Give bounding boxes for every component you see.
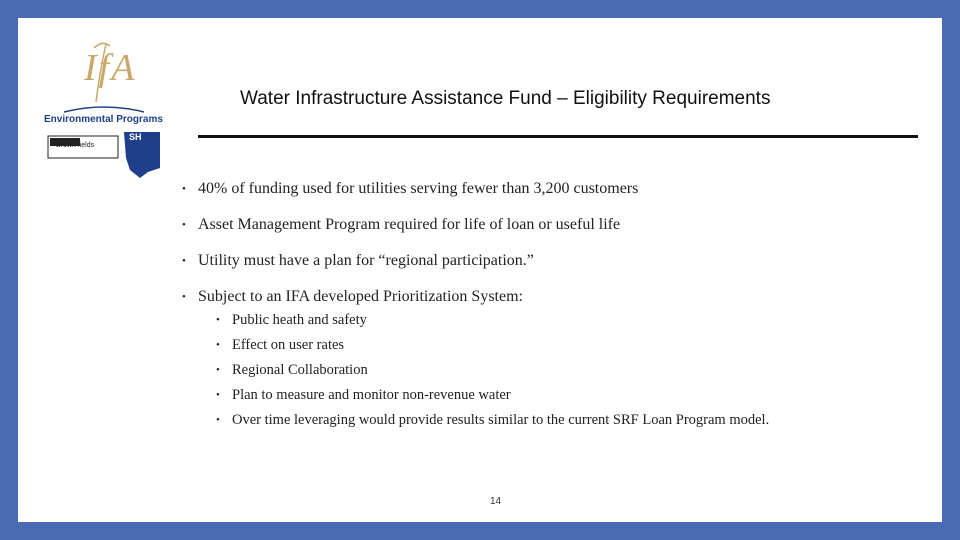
sub-bullet-text: Effect on user rates xyxy=(232,337,345,353)
sub-bullet-text: Plan to measure and monitor non-revenue water xyxy=(232,387,511,403)
sub-bullet-text: Regional Collaboration xyxy=(232,362,368,378)
sub-bullet-item xyxy=(216,310,842,330)
indiana-state-logo xyxy=(122,130,162,176)
bullet-text: Asset Management Program required for life of loan or useful life xyxy=(198,216,621,233)
environmental-programs-label: Environmental Programs xyxy=(44,114,163,125)
bullet-dot: • xyxy=(182,291,186,303)
brownfields-logo xyxy=(48,136,118,158)
sub-bullet-item xyxy=(216,360,842,380)
state-logo-label: SH xyxy=(129,132,142,142)
slide xyxy=(18,18,942,522)
bullet-dot: • xyxy=(182,219,186,231)
bullet-text: Utility must have a plan for “regional participation.” xyxy=(198,252,534,269)
bullet-item xyxy=(182,250,842,272)
sub-bullet-item xyxy=(216,410,842,430)
bullet-text: Subject to an IFA developed Prioritization System: xyxy=(198,288,523,305)
brownfields-label: Brown fields xyxy=(56,142,95,149)
sub-bullet-dot: • xyxy=(216,389,220,401)
bullet-text: 40% of funding used for utilities serving fewer than 3,200 customers xyxy=(198,180,639,197)
ifa-letters: IfA xyxy=(84,47,137,89)
sub-bullet-dot: • xyxy=(216,414,220,426)
page-number: 14 xyxy=(490,496,502,507)
bullet-dot: • xyxy=(182,255,186,267)
prioritization-sublist xyxy=(216,310,842,430)
sub-bullet-dot: • xyxy=(216,364,220,376)
ifa-logo xyxy=(44,40,174,180)
sub-bullet-dot: • xyxy=(216,339,220,351)
bullet-item xyxy=(182,214,842,236)
bullet-item xyxy=(182,286,842,430)
slide-title: Water Infrastructure Assistance Fund – Eligibility Requirements xyxy=(240,88,771,109)
sub-bullet-text: Over time leveraging would provide results similar to the current SRF Loan Program model. xyxy=(232,412,770,428)
sub-bullet-text: Public heath and safety xyxy=(232,312,367,328)
bullet-dot: • xyxy=(182,183,186,195)
title-underline xyxy=(198,135,918,138)
sub-bullet-item xyxy=(216,335,842,355)
bullet-item xyxy=(182,178,842,200)
sub-bullet-item xyxy=(216,385,842,405)
slide-content xyxy=(182,178,842,435)
sub-bullet-dot: • xyxy=(216,314,220,326)
